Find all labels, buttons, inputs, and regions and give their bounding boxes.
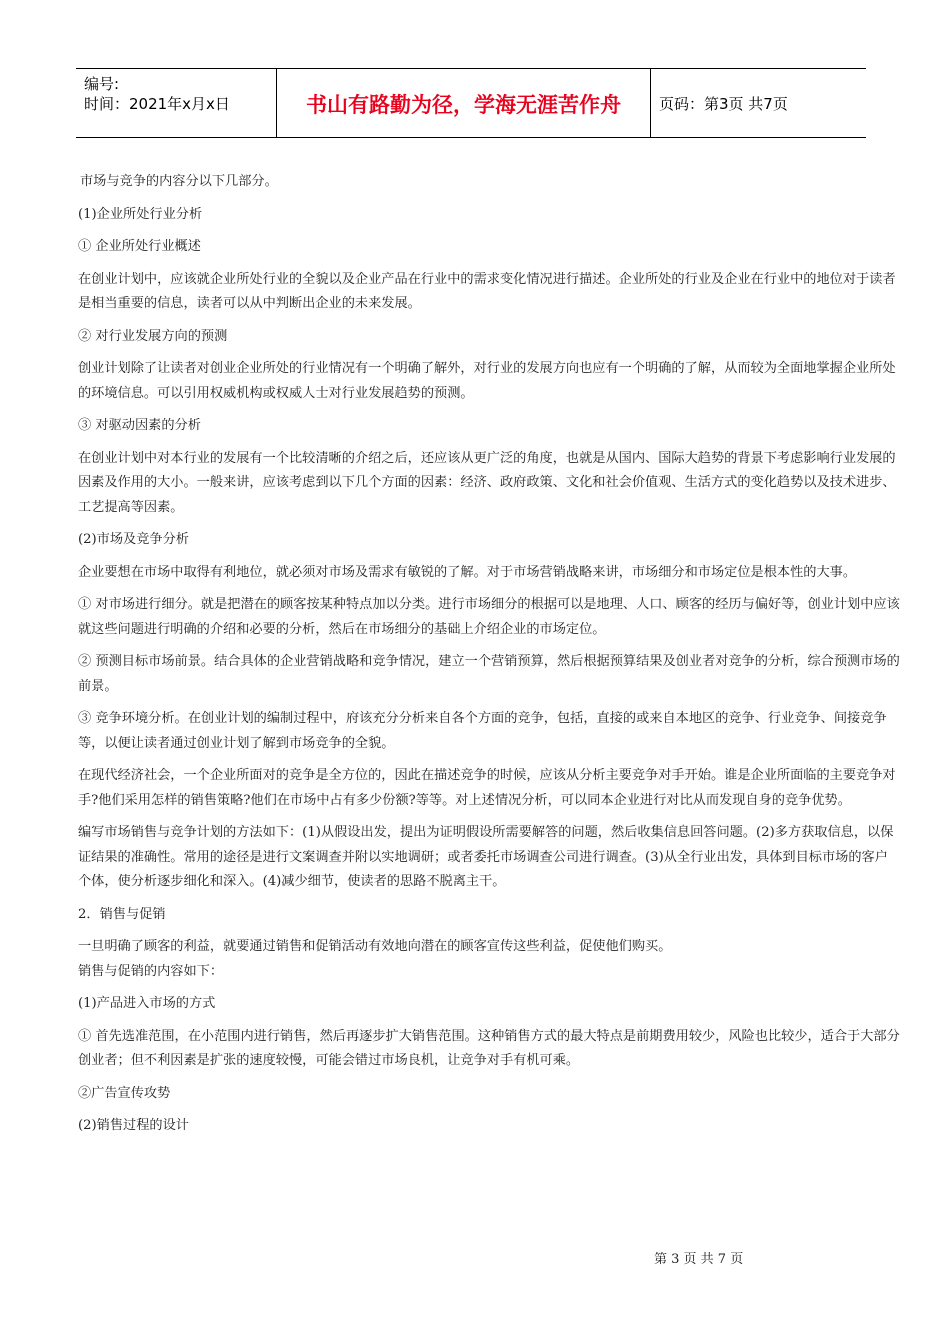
header-info-cell: [76, 69, 277, 137]
section-heading: (2)销售过程的设计: [78, 1118, 189, 1133]
section-heading: (2)市场及竞争分析: [78, 532, 189, 547]
subsection-heading: ②广告宣传攻势: [78, 1085, 171, 1101]
document-number-label: 编号:: [84, 75, 120, 93]
section-heading: 2．销售与促销: [78, 906, 166, 922]
paragraph: 创业计划除了让读者对创业企业所处的行业情况有一个明确了解外，对行业的发展方向也应有一个明确的了解，从而较为全面地掌握企业所处的环境信息。可以引用权威机构或权威人士对行业发展趋势的预测。: [78, 361, 896, 401]
paragraph: ② 预测目标市场前景。结合具体的企业营销战略和竞争情况，建立一个营销预算，然后根据预算结果及创业者对竞争的分析，综合预测市场的前景。: [78, 654, 900, 694]
paragraph: ③ 竞争环境分析。在创业计划的编制过程中，府该充分分析来自各个方面的竞争，包括，直接的或来自本地区的竞争、行业竞争、间接竞争等，以便让读者通过创业计划了解到市场竞争的全貌。: [78, 711, 887, 751]
paragraph: ① 首先选准范围，在小范围内进行销售，然后再逐步扩大销售范围。这种销售方式的最大特点是前期费用较少，风险也比较少，适合于大部分创业者；但不利因素是扩张的速度较慢，可能会错过市场良机，让竞争对手有机可乘。: [78, 1028, 900, 1068]
paragraph: 在创业计划中，应该就企业所处行业的全貌以及企业产品在行业中的需求变化情况进行描述。企业所处的行业及企业在行业中的地位对于读者是相当重要的信息，读者可以从中判断出企业的未来发展。: [78, 271, 896, 311]
header-motto: 书山有路勤为径，学海无涯苦作舟: [306, 93, 621, 117]
paragraph: 一旦明确了顾客的利益，就要通过销售和促销活动有效地向潜在的顾客宣传这些利益，促使他们购买。: [78, 939, 672, 954]
document-body: [78, 170, 900, 1147]
subsection-heading: ③ 对驱动因素的分析: [78, 418, 201, 433]
document-time-label: 时间：2021年x月x日: [84, 95, 230, 113]
paragraph: 在创业计划中对本行业的发展有一个比较清晰的介绍之后，还应该从更广泛的角度，也就是从国内、国际大趋势的背景下考虑影响行业发展的因素及作用的大小。一般来讲，应该考虑到以下几个方面的因素：经济、政府政策、文化和社会价值观、生活方式的变化趋势以及技术进步、工艺提高等因素。: [78, 450, 896, 515]
subsection-heading: ① 企业所处行业概述: [78, 239, 201, 254]
paragraph: ① 对市场进行细分。就是把潜在的顾客按某种特点加以分类。进行市场细分的根据可以是地理、人口、顾客的经历与偏好等，创业计划中应该就这些问题进行明确的介绍和必要的分析，然后在市场细分的基础上介绍企业的市场定位。: [78, 597, 900, 637]
section-heading: (1)企业所处行业分析: [78, 206, 203, 222]
page-footer: 第 3 页 共 7 页: [654, 1252, 744, 1267]
header-page-cell: [651, 69, 866, 137]
paragraph: 市场与竞争的内容分以下几部分。: [80, 174, 278, 189]
paragraph: 销售与促销的内容如下：: [78, 963, 224, 979]
subsection-heading: ② 对行业发展方向的预测: [78, 328, 228, 344]
paragraph: 编写市场销售与竞争计划的方法如下：(1)从假设出发，提出为证明假设所需要解答的问题，然后收集信息回答问题。(2)多方获取信息，以保证结果的准确性。常用的途径是进行文案调查并附以实地调研；或者委托市场调查公司进行调查。(3)从全行业出发，具体到目标市场的客户个体，使分析逐步细化和深入。(4)减少细节，使读者的思路不脱离主干。: [78, 825, 894, 889]
paragraph: 企业要想在市场中取得有利地位，就必须对市场及需求有敏锐的了解。对于市场营销战略来讲，市场细分和市场定位是根本性的大事。: [78, 564, 857, 580]
header-page-code: 页码：第3页 共7页: [659, 95, 788, 113]
paragraph: 在现代经济社会，一个企业所面对的竞争是全方位的，因此在描述竞争的时候，应该从分析主要竞争对手开始。谁是企业所面临的主要竞争对手?他们采用怎样的销售策略?他们在市场中占有多少份额?等等。对上述情况分析，可以同本企业进行对比从而发现自身的竞争优势。: [78, 768, 896, 808]
section-heading: (1)产品进入市场的方式: [78, 996, 216, 1011]
header-motto-cell: [277, 69, 651, 137]
page-header: [76, 68, 866, 138]
